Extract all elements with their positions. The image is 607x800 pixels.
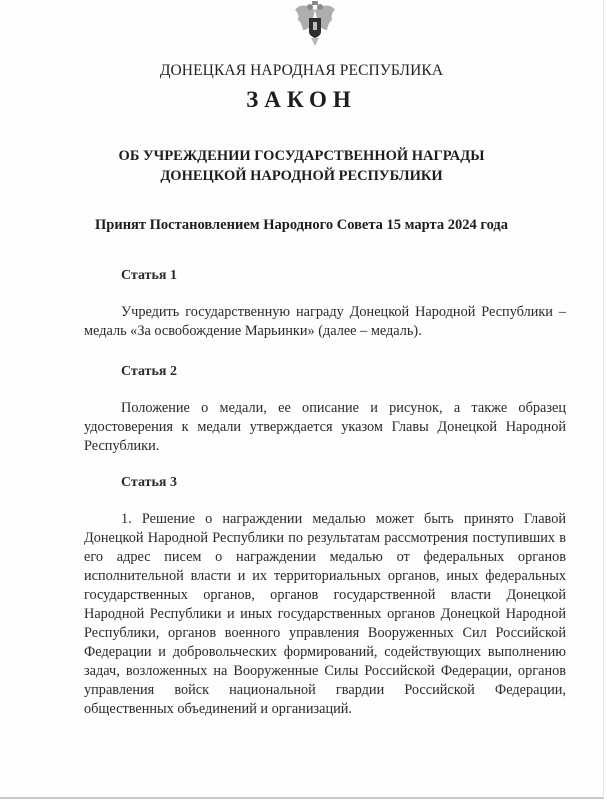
law-subject-line-1: ОБ УЧРЕЖДЕНИИ ГОСУДАРСТВЕННОЙ НАГРАДЫ <box>118 148 485 164</box>
article-3-text: 1. Решение о награждении медалью может быть принято Главой Донецкой Народной Республики по результатам рассмотрения поступивших в его адрес писем о награждении медалью от федеральных органов исполнительной власти и их территориальных органов, иных федеральных государственных органов, органов государственной власти Донецкой Народной Республики и иных государственных органов Донецкой Народной Республики, органов военного управления Вооруженных Сил Российской Федерации и добровольческих формирований, содействующих выполнению задач, возложенных на Вооруженные Силы Российской Федерации, органов управления войск национальной гвардии Российской Федерации, общественных объединений и организаций. <box>84 511 566 717</box>
article-1-heading: Статья 1 <box>121 268 177 283</box>
article-2-text: Положение о медали, ее описание и рисунок, а также образец удостоверения к медали утверждается указом Главы Донецкой Народной Республики. <box>84 400 566 454</box>
republic-name: ДОНЕЦКАЯ НАРОДНАЯ РЕСПУБЛИКА <box>159 62 444 79</box>
law-title: ЗАКОН <box>246 87 357 112</box>
article-3-heading: Статья 3 <box>121 475 177 490</box>
article-2-heading: Статья 2 <box>121 364 177 379</box>
article-1-text: Учредить государственную награду Донецкой Народной Республики – медаль «За освобождение Марьинки» (далее – медаль). <box>84 304 566 339</box>
law-subject-line-2: ДОНЕЦКОЙ НАРОДНОЙ РЕСПУБЛИКИ <box>160 168 443 184</box>
law-subject <box>0 146 603 186</box>
adoption-note: Принят Постановлением Народного Совета 15 марта 2024 года <box>95 217 508 233</box>
coat-of-arms-icon <box>293 0 337 48</box>
